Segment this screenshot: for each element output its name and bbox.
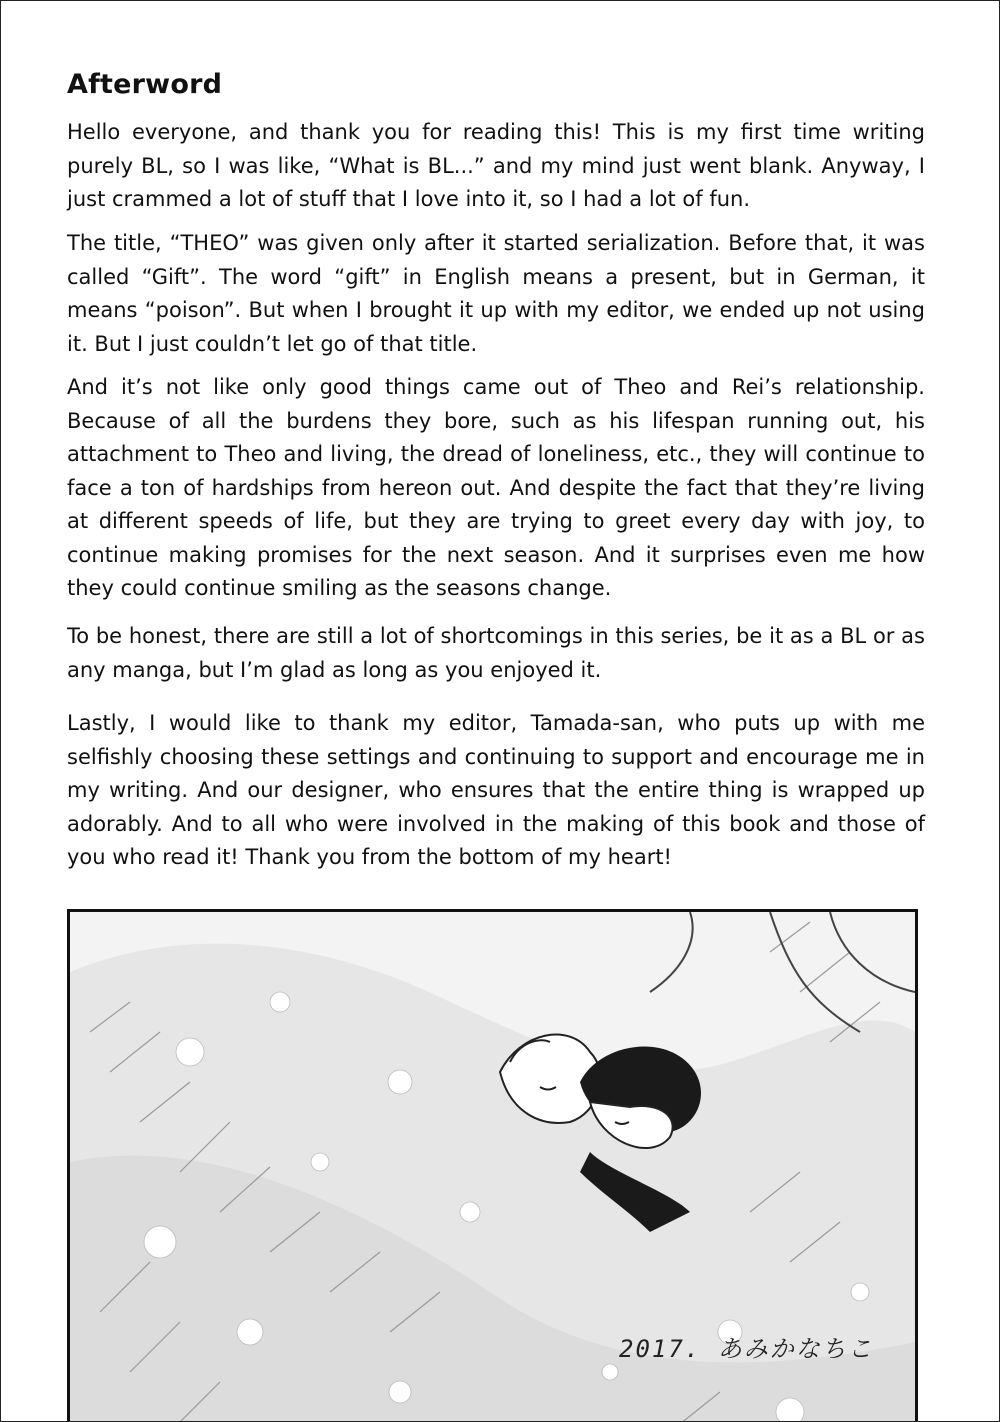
paragraph-1: Hello everyone, and thank you for reading this! This is my first time writing purely BL, so I was like, “What is BL...” and my mind just went blank. Anyway, I just crammed a lot of stuff that I love into it, so I had a lot of fun. <box>67 120 925 211</box>
paragraph-4: To be honest, there are still a lot of shortcomings in this series, be it as a BL or as any manga, but I’m glad as long as you enjoyed it. <box>67 624 925 682</box>
author-signature: 2017. あみかなちこ <box>619 1335 874 1363</box>
paragraph-5: Lastly, I would like to thank my editor, Tamada-san, who puts up with me selfishly choosing these settings and continuing to support and encourage me in my writing. And our designer, who ensures that the entire thing is wrapped up adorably. And to all who were involved in the making of this book and those of you who read it! Thank you from the bottom of my heart! <box>67 711 925 869</box>
page-title: Afterword <box>67 69 223 100</box>
paragraph-3: And it’s not like only good things came out of Theo and Rei’s relationship. Because of all the burdens they bore, such as his lifespan running out, his attachment to Theo and living, the dread of loneliness, etc., they will continue to face a ton of hardships from hereon out. And despite the fact that they’re living at different speeds of life, but they are trying to greet every day with joy, to continue making promises for the next season. And it surprises even me how they could continue smiling as the seasons change. <box>67 375 925 600</box>
paragraph-2: The title, “THEO” was given only after it started serialization. Before that, it was called “Gift”. The word “gift” in English means a present, but in German, it means “poison”. But when I brought it up with my editor, we ended up not using it. But I just couldn’t let go of that title. <box>67 231 925 356</box>
